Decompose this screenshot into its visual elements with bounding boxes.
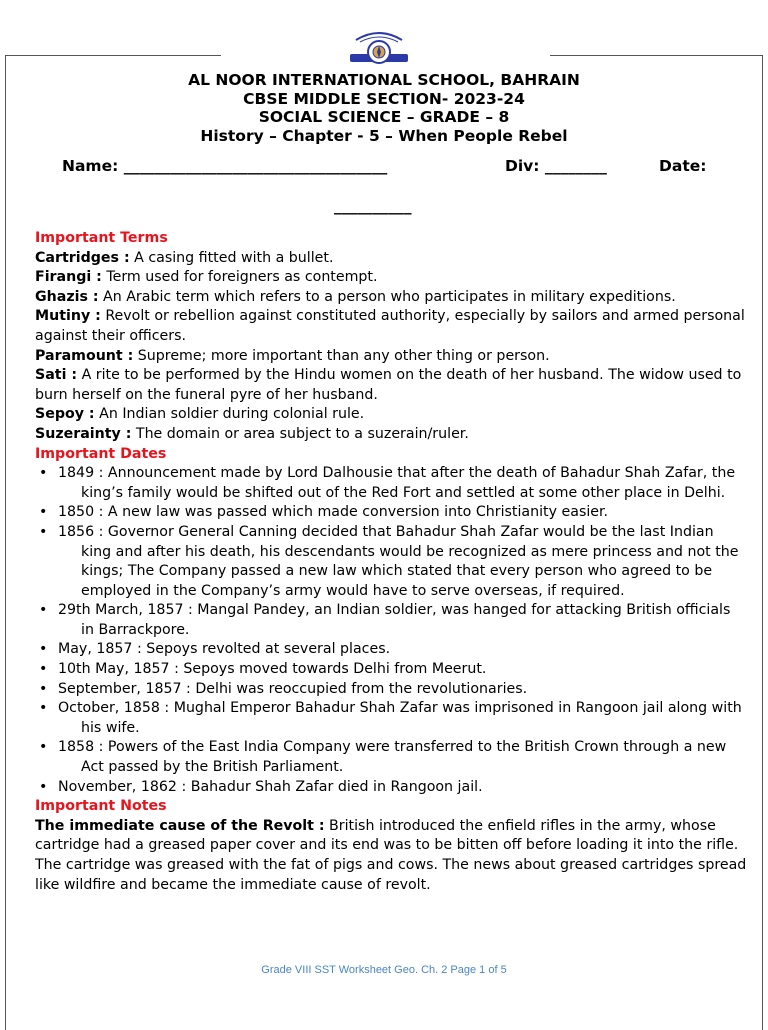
student-info-row <box>62 156 742 176</box>
note-text: British introduced the enfield rifles in the army, whose cartridge had a greased paper cover and its end was to be bitten off before loading it into the rifle. The cartridge was greased with the fat of pigs and cows. The news about greased cartridges spread like wildfire and became the immediate cause of revolt. <box>35 817 747 893</box>
term-item <box>35 405 747 425</box>
page-footer: Grade VIII SST Worksheet Geo. Ch. 2 Page 1 of 5 <box>261 964 507 976</box>
term-word: Sati : <box>35 367 78 384</box>
div-field: Div: ________ <box>505 157 607 175</box>
term-word: Firangi : <box>35 269 102 286</box>
school-name: AL NOOR INTERNATIONAL SCHOOL, BAHRAIN <box>188 71 580 89</box>
page-border-top-right <box>550 55 763 56</box>
term-definition: Supreme; more important than any other thing or person. <box>133 347 550 364</box>
term-item <box>35 307 747 346</box>
date-item: • November, 1862 : Bahadur Shah Zafar died in Rangoon jail. <box>35 778 747 798</box>
term-definition: Term used for foreigners as contempt. <box>101 269 378 286</box>
date-field: Date: <box>659 157 707 175</box>
term-item <box>35 268 747 288</box>
term-definition: A casing fitted with a bullet. <box>129 249 334 266</box>
term-definition: The domain or area subject to a suzerain/ruler. <box>131 425 469 442</box>
term-word: Cartridges : <box>35 249 130 266</box>
term-definition: A rite to be performed by the Hindu women on the death of her husband. The widow used to burn herself on the funeral pyre of her husband. <box>35 367 742 403</box>
date-item: • September, 1857 : Delhi was reoccupied from the revolutionaries. <box>35 680 747 700</box>
date-item: • 10th May, 1857 : Sepoys moved towards Delhi from Meerut. <box>35 660 747 680</box>
important-terms-heading: Important Terms <box>35 230 168 246</box>
important-dates-heading: Important Dates <box>35 445 167 462</box>
term-word: Ghazis : <box>35 288 99 305</box>
important-notes-heading: Important Notes <box>35 798 167 815</box>
worksheet-body <box>35 229 747 895</box>
note-item <box>35 817 747 895</box>
page-border-left <box>5 55 6 1030</box>
dates-list <box>35 464 747 797</box>
term-word: Suzerainty : <box>35 425 132 442</box>
term-word: Sepoy : <box>35 406 95 423</box>
chapter-title: History – Chapter - 5 – When People Rebel <box>200 126 568 145</box>
subject-grade: SOCIAL SCIENCE – GRADE – 8 <box>258 108 510 126</box>
date-item: • 1849 : Announcement made by Lord Dalhousie that after the death of Bahadur Shah Zafar, the king’s family would be shifted out of the Red Fort and settled at some other place in Delhi. <box>35 464 747 503</box>
school-logo-icon <box>348 28 410 70</box>
date-blank-line: __________ <box>334 197 412 215</box>
term-item <box>35 366 747 405</box>
page-border-right <box>762 55 763 1030</box>
term-item <box>35 425 747 445</box>
term-definition: Revolt or rebellion against constituted authority, especially by sailors and armed personal against their officers. <box>35 308 745 344</box>
page-border-top-left <box>5 55 221 56</box>
term-item <box>35 249 747 269</box>
term-word: Paramount : <box>35 347 134 364</box>
term-definition: An Indian soldier during colonial rule. <box>94 406 365 423</box>
term-item <box>35 347 747 367</box>
term-definition: An Arabic term which refers to a person who participates in military expeditions. <box>98 288 676 305</box>
date-item: • 1856 : Governor General Canning decided that Bahadur Shah Zafar would be the last Indian king and after his death, his descendants would be recognized as mere princess and not the kings; The Company passed a new law which stated that every person who agreed to be employed in the Company’s army would have to serve overseas, if required. <box>35 523 747 601</box>
date-item: • October, 1858 : Mughal Emperor Bahadur Shah Zafar was imprisoned in Rangoon jail along with his wife. <box>35 699 747 738</box>
term-word: Mutiny : <box>35 308 101 325</box>
date-item: • 1850 : A new law was passed which made conversion into Christianity easier. <box>35 503 747 523</box>
date-item: • 1858 : Powers of the East India Company were transferred to the British Crown through a new Act passed by the British Parliament. <box>35 738 747 777</box>
section-name: CBSE MIDDLE SECTION- 2023-24 <box>243 89 525 108</box>
date-item: • May, 1857 : Sepoys revolted at several places. <box>35 640 747 660</box>
term-item <box>35 288 747 308</box>
date-item: • 29th March, 1857 : Mangal Pandey, an Indian soldier, was hanged for attacking British officials in Barrackpore. <box>35 601 747 640</box>
name-field: Name: __________________________________ <box>62 157 388 175</box>
document-header <box>0 71 768 145</box>
terms-list <box>35 249 747 445</box>
note-title: The immediate cause of the Revolt : <box>35 817 325 834</box>
